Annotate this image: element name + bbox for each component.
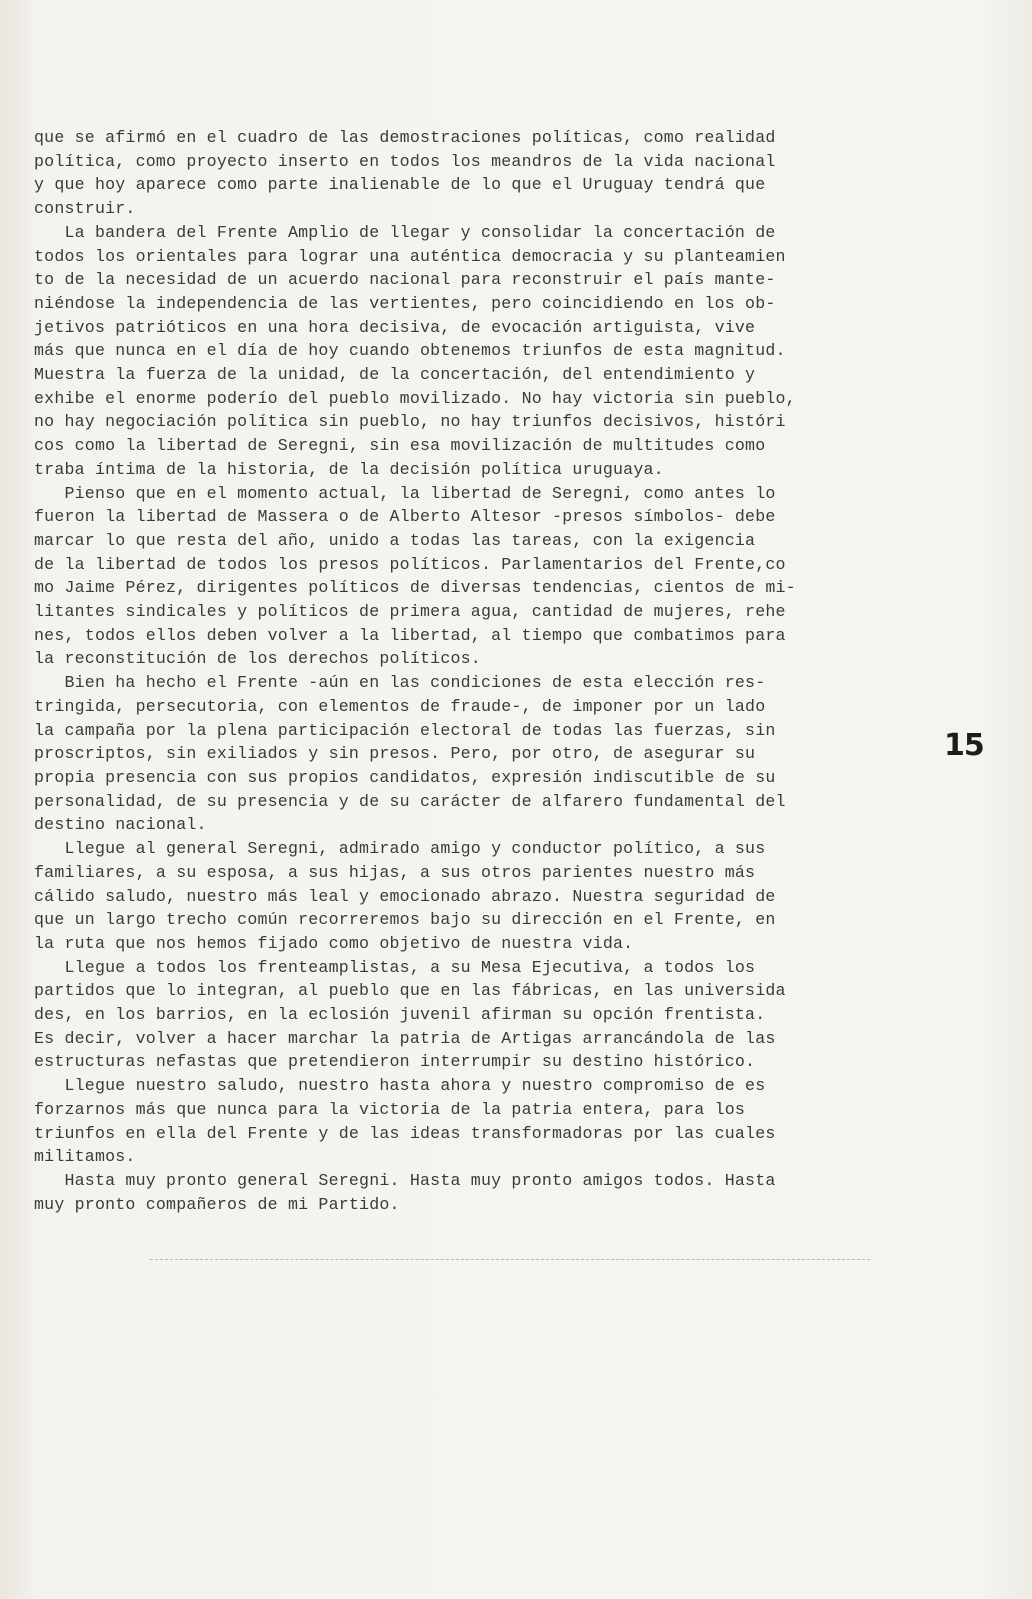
text-line: to de la necesidad de un acuerdo nacional para reconstruir el país mante- [34, 270, 776, 290]
text-line: no hay negociación política sin pueblo, no hay triunfos decisivos, históri [34, 412, 786, 432]
text-line: familiares, a su esposa, a sus hijas, a sus otros parientes nuestro más [34, 862, 756, 882]
text-line: todos los orientales para lograr una auténtica democracia y su planteamien [34, 246, 786, 266]
text-line: propia presencia con sus propios candidatos, expresión indiscutible de su [34, 767, 776, 787]
text-line: forzarnos más que nunca para la victoria de la patria entera, para los [34, 1099, 746, 1119]
text-line: de la libertad de todos los presos políticos. Parlamentarios del Frente,co [34, 554, 786, 574]
text-line: Pienso que en el momento actual, la libertad de Seregni, como antes lo [34, 483, 776, 503]
text-line: que un largo trecho común recorreremos bajo su dirección en el Frente, en [34, 910, 776, 930]
text-line: Llegue nuestro saludo, nuestro hasta ahora y nuestro compromiso de es [34, 1076, 766, 1096]
text-line: exhibe el enorme poderío del pueblo movilizado. No hay victoria sin pueblo, [34, 388, 796, 408]
text-line: Hasta muy pronto general Seregni. Hasta muy pronto amigos todos. Hasta [34, 1170, 776, 1190]
text-line: nes, todos ellos deben volver a la libertad, al tiempo que combatimos para [34, 625, 786, 645]
text-line: estructuras nefastas que pretendieron interrumpir su destino histórico. [34, 1052, 756, 1072]
text-line: niéndose la independencia de las vertientes, pero coincidiendo en los ob- [34, 293, 776, 313]
text-line: triunfos en ella del Frente y de las ideas transformadoras por las cuales [34, 1123, 776, 1143]
text-line: la campaña por la plena participación electoral de todas las fuerzas, sin [34, 720, 776, 740]
text-line: jetivos patrióticos en una hora decisiva, de evocación artiguista, vive [34, 317, 756, 337]
text-line: La bandera del Frente Amplio de llegar y consolidar la concertación de [34, 222, 776, 242]
text-line: fueron la libertad de Massera o de Alberto Altesor -presos símbolos- debe [34, 507, 776, 527]
text-line: cos como la libertad de Seregni, sin esa movilización de multitudes como [34, 436, 766, 456]
text-line: traba íntima de la historia, de la decisión política uruguaya. [34, 459, 664, 479]
text-line: militamos. [34, 1147, 136, 1167]
text-line: que se afirmó en el cuadro de las demostraciones políticas, como realidad [34, 128, 776, 147]
text-line: construir. [34, 199, 136, 219]
text-line: la reconstitución de los derechos políticos. [34, 649, 481, 669]
text-line: y que hoy aparece como parte inalienable de lo que el Uruguay tendrá que [34, 175, 766, 195]
text-line: muy pronto compañeros de mi Partido. [34, 1194, 400, 1214]
text-line: proscriptos, sin exiliados y sin presos. Pero, por otro, de asegurar su [34, 744, 756, 764]
text-line: marcar lo que resta del año, unido a todas las tareas, con la exigencia [34, 530, 756, 550]
text-line: litantes sindicales y políticos de primera agua, cantidad de mujeres, rehe [34, 602, 786, 622]
page-number: 15 [944, 728, 984, 763]
text-line: Llegue al general Seregni, admirado amigo y conductor político, a sus [34, 839, 766, 859]
text-line: partidos que lo integran, al pueblo que en las fábricas, en las universida [34, 981, 786, 1001]
text-line: destino nacional. [34, 815, 207, 835]
text-line: tringida, persecutoria, con elementos de fraude-, de imponer por un lado [34, 696, 766, 716]
bottom-rule [150, 1259, 870, 1260]
text-line: la ruta que nos hemos fijado como objetivo de nuestra vida. [34, 933, 634, 953]
text-line: des, en los barrios, en la eclosión juvenil afirman su opción frentista. [34, 1005, 766, 1025]
text-line: cálido saludo, nuestro más leal y emocionado abrazo. Nuestra seguridad de [34, 886, 776, 906]
text-line: personalidad, de su presencia y de su carácter de alfarero fundamental del [34, 791, 786, 811]
text-line: Llegue a todos los frenteamplistas, a su Mesa Ejecutiva, a todos los [34, 957, 756, 977]
text-line: mo Jaime Pérez, dirigentes políticos de diversas tendencias, cientos de mi- [34, 578, 796, 598]
text-line: Es decir, volver a hacer marchar la patria de Artigas arrancándola de las [34, 1028, 776, 1048]
body-text [34, 126, 924, 1216]
text-line: política, como proyecto inserto en todos los meandros de la vida nacional [34, 151, 776, 171]
text-line: Muestra la fuerza de la unidad, de la concertación, del entendimiento y [34, 365, 756, 385]
text-line: más que nunca en el día de hoy cuando obtenemos triunfos de esta magnitud. [34, 341, 786, 361]
text-line: Bien ha hecho el Frente -aún en las condiciones de esta elección res- [34, 673, 766, 693]
